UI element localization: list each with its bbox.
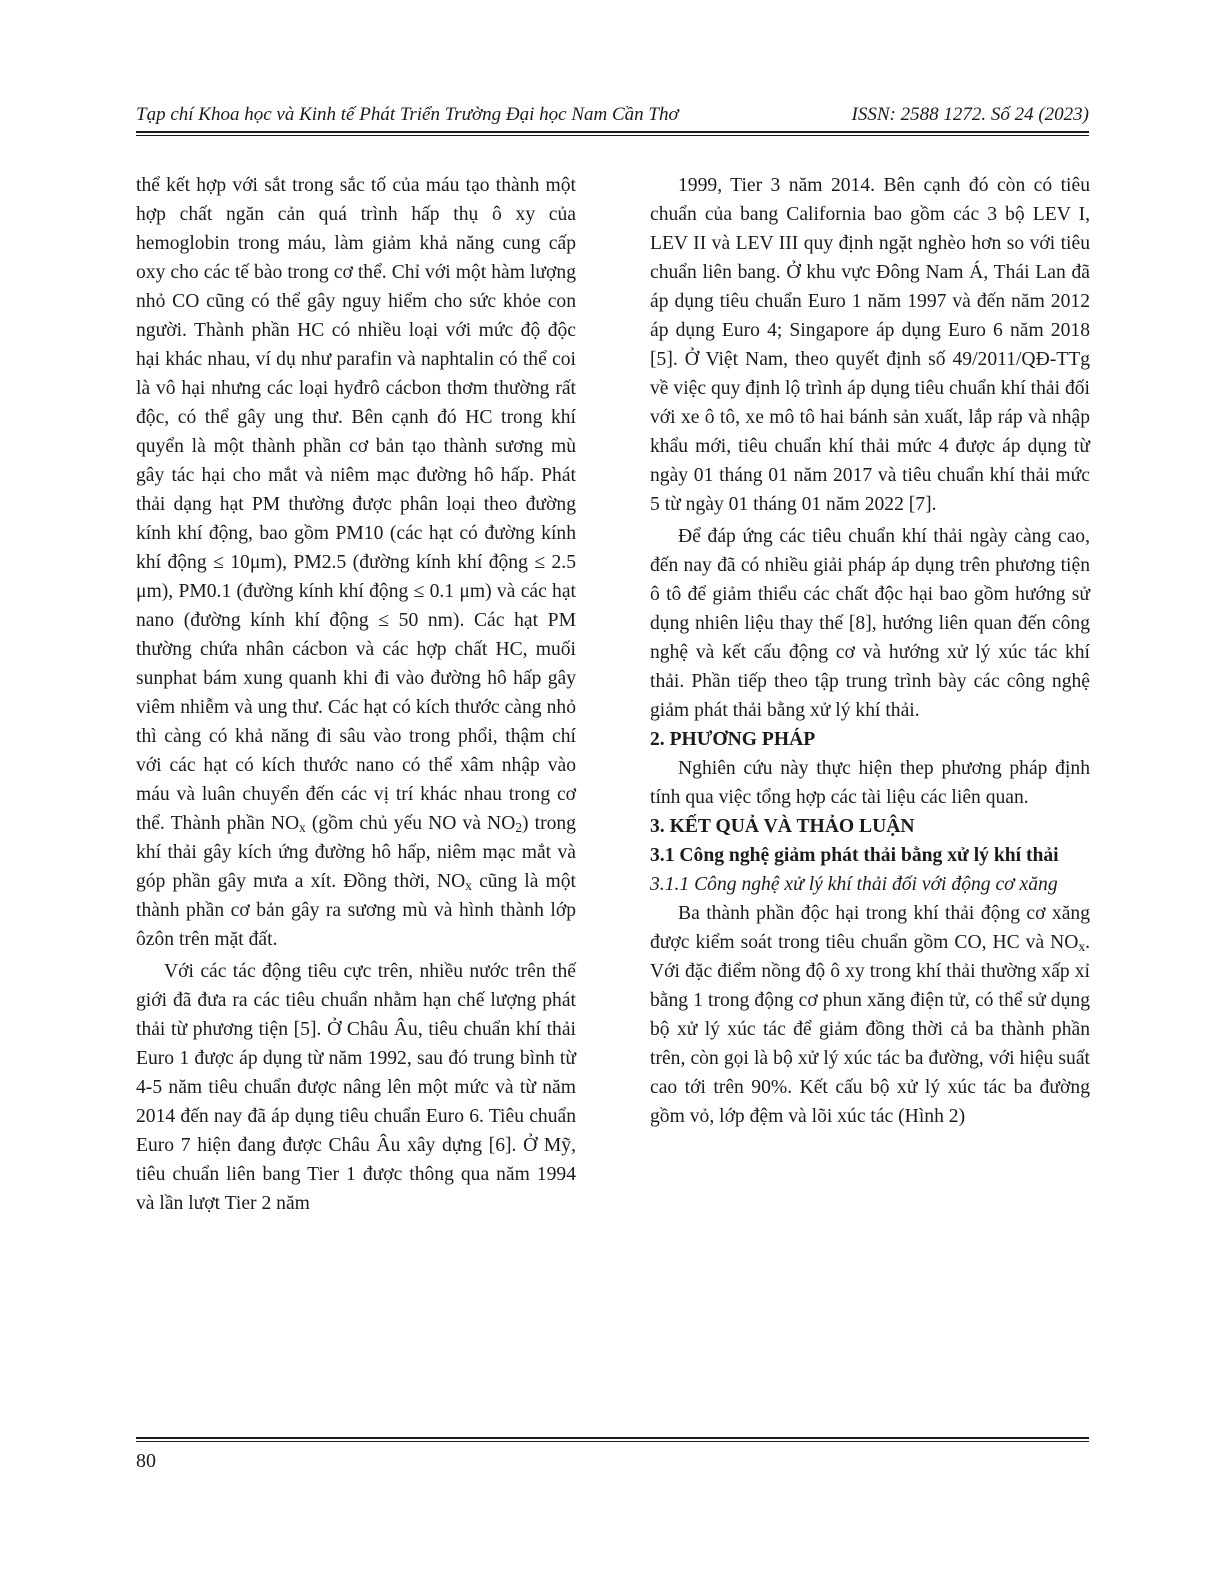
paragraph: Với các tác động tiêu cực trên, nhiều nước trên thế giới đã đưa ra các tiêu chuẩn nhằm hạn chế lượng phát thải từ phương tiện [5]. Ở Châu Âu, tiêu chuẩn khí thải Euro 1 được áp dụng từ năm 1992, sau đó trung bình từ 4-5 năm tiêu chuẩn được nâng lên một mức và từ năm 2014 đến nay đã áp dụng tiêu chuẩn Euro 6. Tiêu chuẩn Euro 7 hiện đang được Châu Âu xây dựng [6]. Ở Mỹ, tiêu chuẩn liên bang Tier 1 được thông qua năm 1994 và lần lượt Tier 2 năm — [136, 961, 576, 1214]
footer-rule-thick — [136, 1437, 1089, 1439]
left-column — [136, 171, 576, 1218]
paragraph: thể kết hợp với sắt trong sắc tố của máu tạo thành một hợp chất ngăn cản quá trình hấp thụ ô xy của hemoglobin trong máu, làm giảm khả năng cung cấp oxy cho các tế bào trong cơ thể. Chỉ với một hàm lượng nhỏ CO cũng có thể gây nguy hiểm cho sức khỏe con người. Thành phần HC có nhiều loại với mức độ độc hại khác nhau, ví dụ như parafin và naphtalin có thể coi là vô hại nhưng các loại hyđrô cácbon thơm thường rất độc, có thể gây ung thư. Bên cạnh đó HC trong khí quyển là một thành phần cơ bản tạo thành sương mù gây tác hại cho mắt và niêm mạc đường hô hấp. Phát thải dạng hạt PM thường được phân loại theo đường kính khí động, bao gồm PM10 (các hạt có đường kính khí động ≤ 10μm), PM2.5 (đường kính khí động ≤ 2.5 μm), PM0.1 (đường kính khí động ≤ 0.1 μm) và các hạt nano (đường kính khí động ≤ 50 nm). Các hạt PM thường chứa nhân cácbon và các hợp chất HC, muối sunphat bám xung quanh khi đi vào đường hô hấp gây viêm nhiễm và ung thư. Các hạt có kích thước càng nhỏ thì càng có khả năng đi sâu vào trong phổi, thậm chí với các hạt có kích thước nano có thể xâm nhập vào máu và luân chuyển đến các vị trí khác nhau trong cơ thể. Thành phần $NO_x$ (gồm chủ yếu NO và $NO_2$) trong khí thải gây kích ứng đường hô hấp, niêm mạc mắt và góp phần gây mưa a xít. Đồng thời, $NO_x$ cũng là một thành phần cơ bản gây ra sương mù và hình thành lớp ôzôn trên mặt đất. — [136, 175, 577, 950]
journal-title: Tạp chí Khoa học và Kinh tế Phát Triển Trường Đại học Nam Cần Thơ — [136, 104, 679, 125]
header-rule-thin — [136, 135, 1089, 136]
issn-issue: ISSN: 2588 1272. Số 24 (2023) — [851, 104, 1089, 125]
page-number: 80 — [136, 1450, 156, 1472]
paragraph: Ba thành phần độc hại trong khí thải động cơ xăng được kiểm soát trong tiêu chuẩn gồm CO, HC và $NO_x$. Với đặc điểm nồng độ ô xy trong khí thải thường xấp xỉ bằng 1 trong động cơ phun xăng điện tử, có thể sử dụng bộ xử lý xúc tác để giảm đồng thời cả ba thành phần trên, còn gọi là bộ xử lý xúc tác ba đường, với hiệu suất cao tới trên 90%. Kết cấu bộ xử lý xúc tác ba đường gồm vỏ, lớp đệm và lõi xúc tác (Hình 2) — [650, 903, 1090, 1127]
paragraph: 1999, Tier 3 năm 2014. Bên cạnh đó còn có tiêu chuẩn của bang California bao gồm các 3 bộ LEV I, LEV II và LEV III quy định ngặt nghèo hơn so với tiêu chuẩn liên bang. Ở khu vực Đông Nam Á, Thái Lan đã áp dụng tiêu chuẩn Euro 1 năm 1997 và đến năm 2012 áp dụng Euro 4; Singapore áp dụng Euro 6 năm 2018 [5]. Ở Việt Nam, theo quyết định số 49/2011/QĐ-TTg về việc quy định lộ trình áp dụng tiêu chuẩn khí thải đối với xe ô tô, xe mô tô hai bánh sản xuất, lắp ráp và nhập khẩu mới, tiêu chuẩn khí thải mức 4 được áp dụng từ ngày 01 tháng 01 năm 2017 và tiêu chuẩn khí thải mức 5 từ ngày 01 tháng 01 năm 2022 [7]. — [650, 175, 1090, 515]
header-rule-thick — [136, 131, 1089, 133]
right-column — [650, 171, 1090, 1131]
paragraph: Nghiên cứu này thực hiện thep phương pháp định tính qua việc tổng hợp các tài liệu các liên quan. — [650, 758, 1090, 808]
footer-rule-thin — [136, 1441, 1089, 1442]
subsection-heading: 3.1 Công nghệ giảm phát thải bằng xử lý khí thải — [650, 845, 1059, 866]
running-header — [136, 104, 1089, 130]
subsubsection-heading: 3.1.1 Công nghệ xử lý khí thải đối với động cơ xăng — [650, 874, 1058, 895]
paragraph: Để đáp ứng các tiêu chuẩn khí thải ngày càng cao, đến nay đã có nhiều giải pháp áp dụng trên phương tiện ô tô để giảm thiểu các chất độc hại bao gồm hướng sử dụng nhiên liệu thay thế [8], hướng liên quan đến công nghệ và kết cấu động cơ và hướng xử lý xúc tác khí thải. Phần tiếp theo tập trung trình bày các công nghệ giảm phát thải bằng xử lý khí thải. — [650, 526, 1090, 721]
section-heading: 2. PHƯƠNG PHÁP — [650, 729, 816, 750]
section-heading: 3. KẾT QUẢ VÀ THẢO LUẬN — [650, 816, 915, 837]
